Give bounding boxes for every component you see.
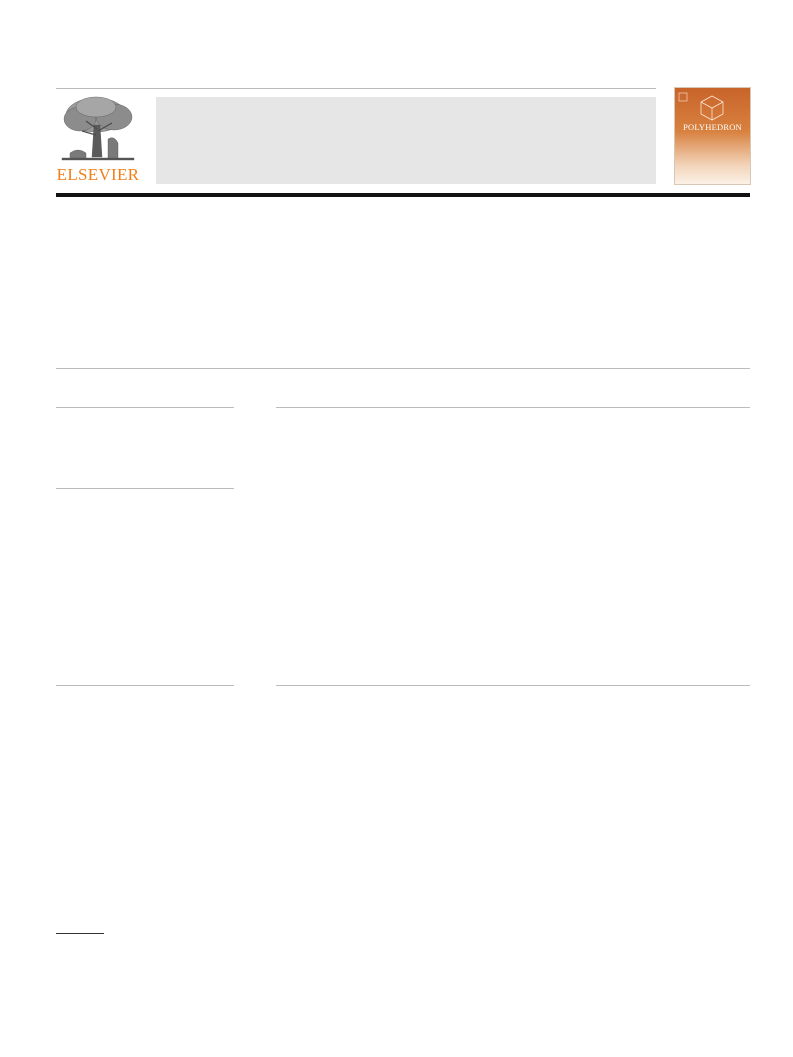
article-info-rule <box>56 368 750 369</box>
polyhedron-icon <box>675 90 750 124</box>
left-column-rule-1 <box>56 407 234 408</box>
journal-cover-title: POLYHEDRON <box>683 122 742 132</box>
publisher-logo <box>56 95 140 187</box>
footnote-rule <box>56 933 104 934</box>
journal-cover <box>675 88 750 184</box>
abstract-top-rule <box>276 407 750 408</box>
left-column-rule-3 <box>56 685 234 686</box>
journal-banner <box>156 97 656 184</box>
header-bottom-bar <box>56 193 750 197</box>
left-column-rule-2 <box>56 488 234 489</box>
header-top-rule <box>56 88 656 89</box>
abstract-bottom-rule <box>276 685 750 686</box>
publisher-wordmark: ELSEVIER <box>56 165 140 184</box>
elsevier-tree-icon <box>56 95 140 165</box>
